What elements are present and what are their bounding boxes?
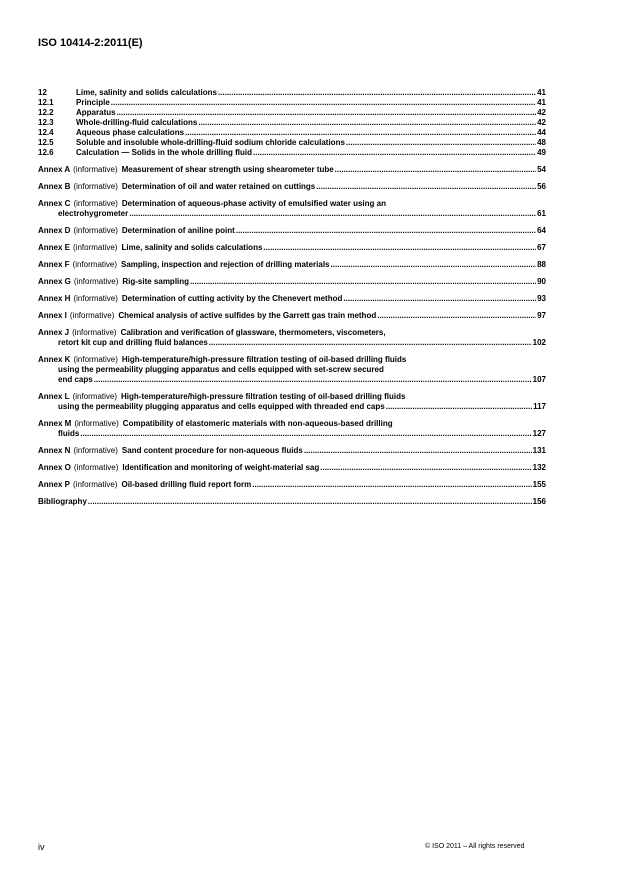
annex-line (38, 419, 546, 429)
section-title: Principle (76, 98, 110, 107)
document-id: ISO 10414-2:2011(E) (38, 37, 143, 49)
section-number: 12 (38, 88, 47, 97)
toc-annex-entry[interactable] (38, 165, 546, 175)
annex-label: Annex H (38, 294, 71, 303)
toc-annex-entry[interactable] (38, 277, 546, 287)
section-title: Soluble and insoluble whole-drilling-fluid sodium chloride calculations (76, 138, 345, 147)
dot-leader (263, 243, 536, 253)
annex-line (38, 480, 546, 490)
annex-page: 90 (537, 277, 546, 286)
annex-title: Chemical analysis of active sulfides by the Garrett gas train method (118, 311, 377, 320)
annex-label: Annex A (38, 165, 71, 174)
dot-leader (343, 294, 536, 304)
annex-line (38, 209, 546, 219)
annex-line (38, 463, 546, 473)
annex-informative: (informative) (73, 226, 118, 235)
dot-leader (331, 260, 537, 270)
annex-informative: (informative) (73, 463, 119, 472)
annex-title: Identification and monitoring of weight-material sag (122, 463, 320, 472)
annex-title: Oil-based drilling fluid report form (121, 480, 252, 489)
table-of-contents (38, 88, 546, 507)
dot-leader (316, 182, 536, 192)
annex-line (38, 365, 546, 375)
annex-line (38, 277, 546, 287)
annex-label: Annex C (38, 199, 71, 208)
annex-page: 127 (532, 429, 546, 438)
dot-leader (185, 128, 536, 138)
annex-page: 61 (537, 209, 546, 218)
annex-line (38, 355, 546, 365)
toc-annex-entry[interactable] (38, 446, 546, 456)
toc-annex-entry[interactable] (38, 311, 546, 321)
annex-label: Annex B (38, 182, 71, 191)
annex-label: Annex F (38, 260, 70, 269)
dot-leader (218, 88, 536, 98)
annex-title: Sand content procedure for non-aqueous fluids (121, 446, 303, 455)
dot-leader (117, 108, 537, 118)
annex-informative: (informative) (73, 277, 119, 286)
annex-label: Annex P (38, 480, 71, 489)
annex-page: 131 (532, 446, 546, 455)
toc-annex-entry[interactable] (38, 463, 546, 473)
annex-label: Annex D (38, 226, 71, 235)
annex-line (38, 311, 546, 321)
annex-page: 97 (537, 311, 546, 320)
annex-informative: (informative) (73, 243, 118, 252)
annex-line (38, 182, 546, 192)
annex-label: Annex L (38, 392, 70, 401)
section-number: 12.6 (38, 148, 54, 157)
toc-bibliography-row[interactable] (38, 497, 546, 507)
toc-annex-entry[interactable] (38, 226, 546, 236)
annex-title: Sampling, inspection and rejection of drilling materials (121, 260, 330, 269)
annex-page: 117 (533, 402, 546, 411)
annex-informative: (informative) (74, 419, 119, 428)
bibliography-title: Bibliography (38, 497, 87, 506)
annex-label: Annex E (38, 243, 71, 252)
annex-page: 54 (537, 165, 546, 174)
toc-annex-entry[interactable] (38, 182, 546, 192)
annex-title: Determination of oil and water retained on cuttings (121, 182, 316, 191)
annex-title: Measurement of shear strength using shearometer tube (121, 165, 334, 174)
toc-annex-entry[interactable] (38, 199, 546, 219)
annex-line (38, 226, 546, 236)
annex-label: Annex G (38, 277, 71, 286)
section-title: Aqueous phase calculations (76, 128, 185, 137)
toc-section-row[interactable] (38, 128, 546, 138)
annex-line (38, 429, 546, 439)
toc-annex-entry[interactable] (38, 328, 546, 348)
annex-informative: (informative) (72, 392, 118, 401)
section-page: 49 (537, 148, 546, 157)
section-title: Lime, salinity and solids calculations (76, 88, 217, 97)
section-number: 12.5 (38, 138, 54, 147)
dot-leader (236, 226, 536, 236)
annex-page: 155 (532, 480, 546, 489)
annex-line (38, 243, 546, 253)
annex-title: Compatibility of elastomeric materials with non-aqueous-based drilling (122, 419, 393, 428)
dot-leader (320, 463, 531, 473)
annex-line (38, 165, 546, 175)
toc-annex-entry[interactable] (38, 355, 546, 385)
section-page: 42 (537, 108, 546, 117)
annex-line (38, 402, 546, 412)
section-page: 48 (537, 138, 546, 147)
annex-page: 88 (537, 260, 546, 269)
annex-line (38, 199, 546, 209)
annex-title: Determination of cutting activity by the Chenevert method (121, 294, 343, 303)
annex-informative: (informative) (73, 199, 118, 208)
dot-leader (304, 446, 532, 456)
toc-section-row[interactable] (38, 88, 546, 98)
annex-title: retort kit cup and drilling fluid balances (58, 338, 208, 347)
dot-leader (94, 375, 532, 385)
annex-line (38, 328, 546, 338)
dot-leader (198, 118, 536, 128)
annex-informative: (informative) (73, 182, 118, 191)
toc-annex-entry[interactable] (38, 243, 546, 253)
annex-title: High-temperature/high-pressure filtration testing of oil-based drilling fluids (121, 392, 406, 401)
annex-line (38, 294, 546, 304)
annex-title: using the permeability plugging apparatus and cells equipped with set-screw secured (58, 365, 384, 374)
annex-line (38, 392, 546, 402)
section-number: 12.2 (38, 108, 54, 117)
annex-page: 102 (532, 338, 546, 347)
annex-title: fluids (58, 429, 80, 438)
annex-line (38, 446, 546, 456)
section-number: 12.3 (38, 118, 54, 127)
annex-label: Annex O (38, 463, 71, 472)
section-number: 12.1 (38, 98, 54, 107)
annex-informative: (informative) (73, 446, 118, 455)
annex-label: Annex J (38, 328, 70, 337)
toc-section-row[interactable] (38, 138, 546, 148)
section-page: 42 (537, 118, 546, 127)
dot-leader (190, 277, 536, 287)
dot-leader (88, 497, 532, 507)
toc-annex-entry[interactable] (38, 419, 546, 439)
dot-leader (386, 402, 532, 412)
dot-leader (346, 138, 536, 148)
dot-leader (335, 165, 536, 175)
annex-line (38, 260, 546, 270)
annex-label: Annex N (38, 446, 71, 455)
annex-page: 67 (537, 243, 546, 252)
annex-title: Calibration and verification of glassware, thermometers, viscometers, (120, 328, 386, 337)
annex-title: electrohygrometer (58, 209, 129, 218)
annex-title: High-temperature/high-pressure filtration testing of oil-based drilling fluids (121, 355, 407, 364)
toc-section-row[interactable] (38, 108, 546, 118)
toc-section-row[interactable] (38, 118, 546, 128)
annex-informative: (informative) (72, 328, 117, 337)
annex-page: 132 (532, 463, 546, 472)
annex-label: Annex I (38, 311, 67, 320)
toc-section-row[interactable] (38, 148, 546, 158)
copyright-notice: © ISO 2011 – All rights reserved (425, 843, 525, 850)
section-page: 41 (537, 98, 546, 107)
section-title: Apparatus (76, 108, 116, 117)
section-page: 44 (537, 128, 546, 137)
toc-annex-entry[interactable] (38, 480, 546, 490)
annex-line (38, 338, 546, 348)
annex-title: Lime, salinity and solids calculations (121, 243, 263, 252)
annex-page: 107 (532, 375, 546, 384)
bibliography-page: 156 (532, 497, 546, 506)
dot-leader (111, 98, 536, 108)
annex-title: using the permeability plugging apparatus and cells equipped with threaded end caps (58, 402, 385, 411)
annex-page: 93 (537, 294, 546, 303)
toc-annex-entry[interactable] (38, 294, 546, 304)
section-title: Whole-drilling-fluid calculations (76, 118, 198, 127)
annex-label: Annex M (38, 419, 72, 428)
annex-line (38, 375, 546, 385)
annex-informative: (informative) (73, 480, 118, 489)
annex-informative: (informative) (69, 311, 115, 320)
toc-annex-entry[interactable] (38, 392, 546, 412)
annex-title: end caps (58, 375, 93, 384)
annex-informative: (informative) (72, 260, 118, 269)
dot-leader (253, 148, 536, 158)
annex-title: Determination of aniline point (121, 226, 235, 235)
annex-label: Annex K (38, 355, 71, 364)
section-page: 41 (537, 88, 546, 97)
dot-leader (80, 429, 531, 439)
section-title: Calculation — Solids in the whole drilling fluid (76, 148, 253, 157)
dot-leader (209, 338, 532, 348)
annex-page: 64 (537, 226, 546, 235)
annex-informative: (informative) (73, 294, 118, 303)
annex-title: Determination of aqueous-phase activity of emulsified water using an (121, 199, 386, 208)
dot-leader (252, 480, 531, 490)
section-number: 12.4 (38, 128, 54, 137)
page-number: iv (38, 842, 45, 852)
annex-page: 56 (537, 182, 546, 191)
toc-section-row[interactable] (38, 98, 546, 108)
dot-leader (377, 311, 536, 321)
dot-leader (129, 209, 536, 219)
annex-informative: (informative) (73, 355, 118, 364)
annex-informative: (informative) (73, 165, 118, 174)
toc-annex-entry[interactable] (38, 260, 546, 270)
annex-title: Rig-site sampling (122, 277, 190, 286)
